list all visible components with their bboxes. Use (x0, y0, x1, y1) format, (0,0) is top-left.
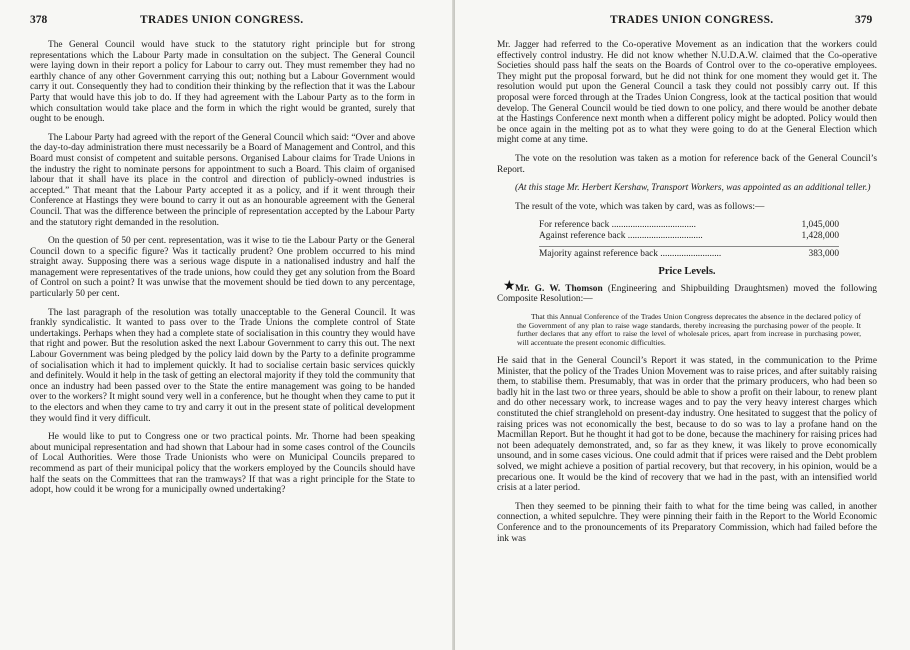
vote-value: 383,000 (808, 248, 839, 259)
right-column (497, 40, 877, 552)
vote-value: 1,045,000 (801, 220, 839, 231)
running-head: TRADES UNION CONGRESS. (610, 14, 774, 26)
vote-label: Against reference back ................................ (539, 230, 703, 241)
paragraph: Then they seemed to be pinning their faith to what for the time being was called, in another connection, a whited sepulchre. They were pinning their faith in the Report to the World Economic Conference and to the pronouncements of its Preparatory Commission, which had failed before the ink was (497, 501, 877, 544)
running-head: TRADES UNION CONGRESS. (140, 14, 304, 26)
page-number: 378 (30, 14, 48, 26)
paragraph: On the question of 50 per cent. representation, was it wise to tie the Labour Party or the General Council down to a specific figure? Was it tactically prudent? One problem occurred to his mind straight away. Supposing there was a serious wage dispute in a nationalised industry and half the management were representatives of the trade unions, how could they get any solution from the Board of Control on such a point? It was unwise that the movement should be tied down to any percentage, particularly 50 per cent. (30, 236, 415, 300)
vote-intro: The result of the vote, which was taken by card, was as follows:— (515, 201, 765, 212)
paragraph: He said that in the General Council’s Report it was stated, in the communication to the Prime Minister, that the policy of the Trades Union Movement was to raise prices, and after suitably raising them, to stabilise them. Presumably, that was in order that the primary producers, who had been so badly hit in the last two or three years, should be able to show a profit on their labour, to renew plant and do other necessary work, to increase wages and to pay the very heavy interest charges which constituted the chief stranglehold on present-day industry. One hesitated to suggest that the policy of raising prices was not economically the best, because to do so was to lay a profane hand on the Macmillan Report. But he thought it had got to be done, because the machinery for raising prices had not been adequately demonstrated, and, so far as they knew, it was likely to prove economically unsound, and in some cases vicious. One could admit that if prices were raised and the Debt problem solved, we might achieve a position of partial recovery, but that recovery, in his opinion, would be a precarious one. It would be the kind of recovery that we had in the past, with an intensified world crisis at a later period. (497, 356, 877, 494)
paragraph: The Labour Party had agreed with the report of the General Council which said: “Over and above the day-to-day administration there must necessarily be a Board of Management and Control, and this Board must consist of competent and suitable persons. Organised Labour claims for Trade Unions in the industry the right to nominate persons for appointment to such a Board. This claim of organised labour that it shall have its place in the control and direction of publicly-owned industries is accepted.” That meant that the Labour Party accepted it as a policy, and if it went through their Conference at Hastings they were bound to carry it out as an honourable agreement with the General Council. That was the difference between the principle of representation accepted by the Labour Party and the statutory right demanded in the resolution. (30, 132, 415, 228)
left-column (30, 40, 415, 504)
vote-label: Majority against reference back .......................... (539, 248, 722, 259)
star-mark-icon: ★ (503, 279, 516, 294)
page-number: 379 (855, 14, 873, 26)
vote-motion: The vote on the resolution was taken as a motion for reference back of the General Council’s Report. (497, 153, 877, 175)
speaker-paragraph (497, 284, 877, 305)
vote-value: 1,428,000 (801, 230, 839, 241)
paragraph: He would like to put to Congress one or two practical points. Mr. Thorne had been speaking about municipal representation and had shown that Labour had in some cases control of the Councils of Local Authorities. Were those Trade Unionists who were on Municipal Councils prepared to recommend as part of their municipal policy that the workers employed by the Councils should have half the seats on the Committees that ran the tramways? If that was a right principle for the State to adopt, how could it be wrong for a municipally owned undertaking? (30, 432, 415, 496)
speaker-name: Mr. G. W. Thomson (515, 283, 603, 294)
paragraph: The General Council would have stuck to the statutory right principle but for strong representations which the Labour Party made in consultation on the subject. The General Council were laying down in their report a policy for Labour to carry out. They must remember they had no earthly chance of any other Government carrying this out; nothing but a Labour Government would carry it out. Consequently they had to condition their thinking by the reflection that it was the Labour Party that would have this job to do. If they had agreement with the Labour Party as to the form in which consultation would take place and the form in which the right would be granted, surely that ought to be enough. (30, 40, 415, 125)
section-title: Price Levels. (658, 266, 716, 278)
vote-table (539, 220, 839, 259)
paragraph: Mr. Jagger had referred to the Co-operative Movement as an indication that the workers could effectively control industry. He did not know whether N.U.D.A.W. claimed that the Co-operative Societies should pass half the seats on the Boards of Control over to the co-operative employees. They might put the proposal forward, but he did not think for one moment they would get it. The resolution would put upon the General Council a task they could not possibly carry out. If this proposal were forced through at the Trades Union Congress, look at the tactical position that would develop. The General Council would be tied down to one policy, and there would be another debate at the Hastings Conference next month when a different policy might be adopted. Policy would then be once again in the melting pot as to what they were going to do at the General Election which might come at any time. (497, 40, 877, 146)
chair-note: (At this stage Mr. Herbert Kershaw, Transport Workers, was appointed as an additional teller.) (515, 183, 871, 194)
right-page (455, 0, 910, 650)
vote-label: For reference back .................................... (539, 220, 696, 231)
paragraph: The last paragraph of the resolution was totally unacceptable to the General Council. It was frankly syndicalistic. It wanted to pass over to the Trade Unions the complete control of State undertakings. Perhaps when they had a complete state of socialisation in this country they would have that right and power. But the resolution asked the next Labour Government to carry this out. The next Labour Government was being pledged by the policy laid down by the Party to a definite programme of socialisation which it had to implement quickly. It had to socialise certain basic services quickly and definitely. Would it help in the task of getting an electoral majority if they told the community that once an industry had been passed over to the State the entire management was going to be handed over to the workers? It might sound very well in a conference, but he thought when they came to put it to the electors and when they came to try and carry it out in the present state of political development they would find it very difficult. (30, 307, 415, 424)
vote-row (539, 231, 839, 242)
vote-majority-row (539, 246, 839, 260)
resolution-text: That this Annual Conference of the Trades Union Congress deprecates the absence in the declared policy of the Government of any plan to raise wage standards, thereby increasing the purchasing power of the people. It further declares that any effort to raise the level of wholesale prices, apart from increase in purchasing power, will accentuate the present economic difficulties. (517, 311, 861, 348)
speaker-intro: (Engineering and Shipbuilding Draughtsmen) moved the following Composite Resolution:— (497, 283, 877, 305)
vote-row (539, 220, 839, 231)
